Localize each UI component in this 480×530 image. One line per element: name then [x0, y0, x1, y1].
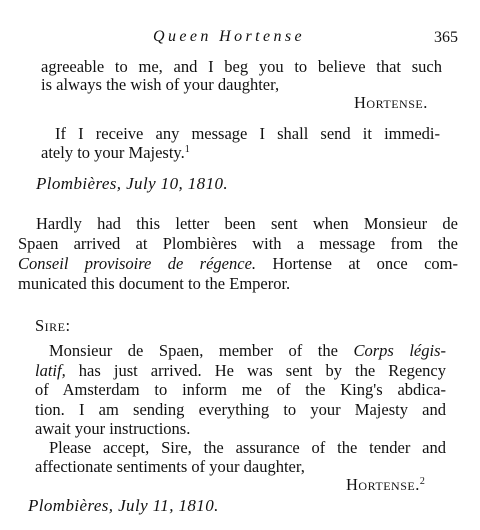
- letter2-signature-line: [346, 475, 425, 495]
- letter1-signature: Hortense.: [354, 93, 428, 112]
- letter1-line-1: agreeable to me, and I beg you to believe that such: [41, 57, 442, 76]
- letter2-signature: Hortense.: [346, 475, 420, 494]
- letter2-dateline: Plombières, July 11, 1810.: [28, 496, 219, 515]
- footnote-marker-1: 1: [184, 144, 190, 155]
- letter2-line-6: Please accept, Sire, the assurance of the tender and: [49, 438, 446, 457]
- letter1-line-2: is always the wish of your daughter,: [41, 75, 280, 94]
- letter2-line-4: tion. I am sending everything to your Majesty and: [35, 400, 446, 419]
- letter2-line-2: latif, has just arrived. He was sent by the Regency: [35, 361, 446, 380]
- letter2-line-1: Monsieur de Spaen, member of the Corps légis-: [49, 341, 446, 360]
- letter2-line-7: affectionate sentiments of your daughter,: [35, 457, 305, 476]
- letter2-line-5: await your instructions.: [35, 419, 191, 438]
- page-number: 365: [434, 29, 458, 46]
- narrative-line-1: Hardly had this letter been sent when Monsieur de: [36, 214, 458, 233]
- letter2-salutation: Sire:: [35, 316, 71, 335]
- running-title: Queen Hortense: [153, 28, 306, 45]
- letter2-line-3: of Amsterdam to inform me of the King's abdica-: [35, 380, 446, 399]
- narrative-line-4: municated this document to the Emperor.: [18, 274, 291, 293]
- letter1-postscript-line-2: ately to your Majesty.$^1$: [41, 143, 190, 162]
- footnote-marker-2: 2: [419, 476, 425, 487]
- letter1-dateline: Plombières, July 10, 1810.: [36, 174, 229, 193]
- letter1-postscript-line-1: If I receive any message I shall send it immedi-: [55, 124, 440, 143]
- narrative-line-2: Spaen arrived at Plombières with a message from the: [18, 234, 458, 253]
- council-name: Conseil provisoire de régence.: [18, 254, 257, 273]
- narrative-line-3: Conseil provisoire de régence. Hortense at once com-: [18, 254, 458, 273]
